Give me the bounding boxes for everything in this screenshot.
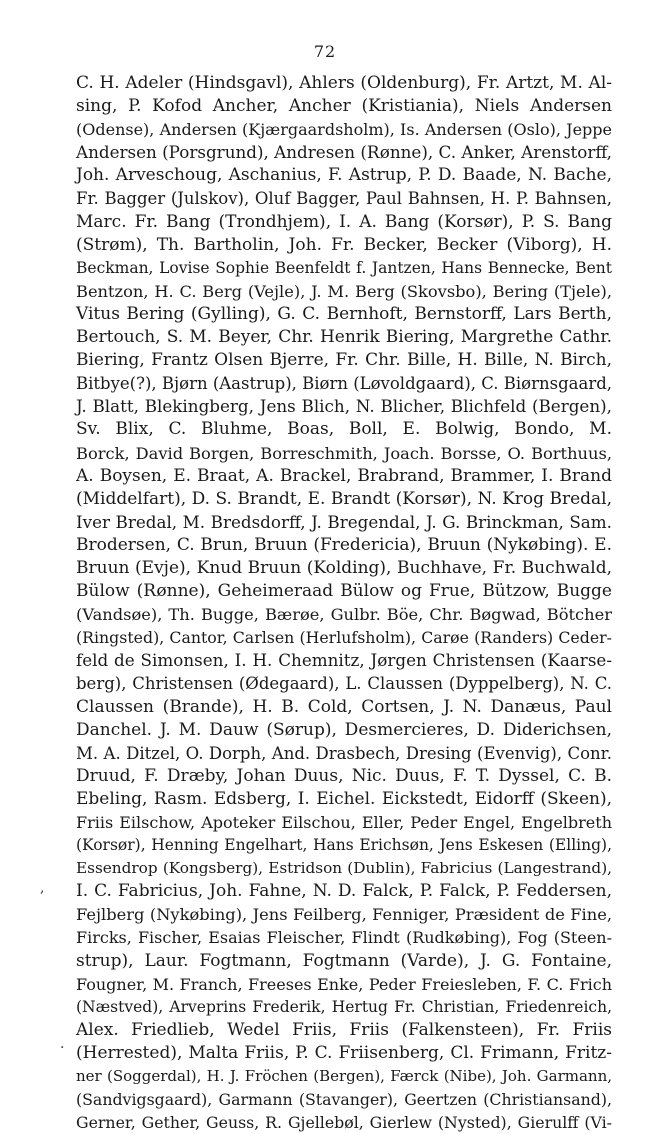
text-line: Andersen (Porsgrund), Andresen (Rønne), C. Anker, Arenstorff, [76, 142, 613, 163]
page-number: 72 [313, 42, 337, 61]
text-line: feld de Simonsen, I. H. Chemnitz, Jørgen Christensen (Kaarse- [76, 650, 612, 671]
text-line: Bülow (Rønne), Geheimeraad Bülow og Frue, Bützow, Bugge [76, 581, 612, 602]
text-line: Bruun (Evje), Knud Bruun (Kolding), Buchhave, Fr. Buchwald, [76, 557, 612, 578]
text-line: M. A. Ditzel, O. Dorph, And. Drasbech, Dresing (Evenvig), Conr. [76, 743, 612, 763]
text-line: (Vandsøe), Th. Bugge, Bærøe, Gulbr. Böe, Chr. Bøgwad, Bötcher [76, 605, 612, 625]
text-line: (Korsør), Henning Engelhart, Hans Erichsøn, Jens Eskesen (Elling), [76, 836, 612, 855]
text-line: Ebeling, Rasm. Edsberg, I. Eichel. Eickstedt, Eidorff (Skeen), [76, 788, 612, 809]
text-line: Bertouch, S. M. Beyer, Chr. Henrik Biering, Margrethe Cathr. [76, 327, 612, 348]
text-line: (Strøm), Th. Bartholin, Joh. Fr. Becker, Becker (Viborg), H. [76, 234, 612, 255]
text-line: berg), Christensen (Ødegaard), L. Claussen (Dyppelberg), N. C. [76, 674, 612, 694]
text-line: (Odense), Andersen (Kjærgaardsholm), Is. Andersen (Oslo), Jeppe [76, 120, 612, 140]
text-line: Beckman, Lovise Sophie Beenfeldt f. Jantzen, Hans Bennecke, Bent [76, 258, 612, 277]
text-line: Iver Bredal, M. Bredsdorff, J. Bregendal, J. G. Brinckman, Sam. [76, 511, 612, 532]
text-line: Sv. Blix, C. Bluhme, Boas, Boll, E. Bolwig, Bondo, M. [76, 419, 612, 440]
text-line: Essendrop (Kongsberg), Estridson (Dublin), Fabricius (Langestrand), [76, 859, 612, 878]
text-line: (Ringsted), Cantor, Carlsen (Herlufsholm), Carøe (Randers) Ceder- [76, 628, 612, 648]
text-line: Fircks, Fischer, Esaias Fleischer, Flindt (Rudkøbing), Fog (Steen- [76, 928, 612, 948]
text-line: C. H. Adeler (Hindsgavl), Ahlers (Oldenburg), Fr. Artzt, M. Al- [76, 73, 612, 93]
text-line: Borck, David Borgen, Borreschmith, Joach. Borsse, O. Borthuus, [76, 443, 612, 463]
text-line: sing, P. Kofod Ancher, Ancher (Kristiania), Niels Andersen [76, 96, 612, 117]
text-line: Joh. Arveschoug, Aschanius, F. Astrup, P. D. Baade, N. Bache, [76, 165, 612, 186]
text-line: Fr. Bagger (Julskov), Oluf Bagger, Paul Bahnsen, H. P. Bahnsen, [76, 189, 612, 209]
text-line: (Sandvigsgaard), Garmann (Stavanger), Geertzen (Christiansand), [76, 1090, 612, 1110]
text-line: Fougner, M. Franch, Freeses Enke, Peder Freiesleben, F. C. Frich [76, 974, 612, 994]
text-line: J. Blatt, Blekingberg, Jens Blich, N. Blicher, Blichfeld (Bergen), [76, 396, 612, 417]
text-line: Danchel. J. M. Dauw (Sørup), Desmercieres, D. Diderichsen, [76, 719, 612, 740]
text-line: Fejlberg (Nykøbing), Jens Feilberg, Fenniger, Præsident de Fine, [76, 905, 612, 925]
text-line: Gerner, Gether, Geuss, R. Gjellebøl, Gierlew (Nysted), Gierulff (Vi- [76, 1113, 612, 1133]
text-line: I. C. Fabricius, Joh. Fahne, N. D. Falck, P. Falck, P. Feddersen, [76, 881, 612, 902]
text-line: A. Boysen, E. Braat, A. Brackel, Brabrand, Brammer, I. Brand [76, 465, 612, 486]
text-line: Bitbye(?), Bjørn (Aastrup), Biørn (Løvoldgaard), C. Biørnsgaard, [76, 374, 613, 394]
text-line: (Herrested), Malta Friis, P. C. Friisenberg, Cl. Frimann, Fritz- [76, 1042, 612, 1063]
text-line: Biering, Frantz Olsen Bjerre, Fr. Chr. Bille, H. Bille, N. Birch, [76, 350, 612, 371]
text-line: strup), Laur. Fogtmann, Fogtmann (Varde), J. G. Fontaine, [76, 950, 612, 971]
text-line: Bentzon, H. C. Berg (Vejle), J. M. Berg (Skovsbo), Bering (Tjele), [76, 281, 612, 301]
text-line: ner (Soggerdal), H. J. Fröchen (Bergen), Færck (Nibe), Joh. Garmann, [76, 1067, 612, 1086]
text-line: Marc. Fr. Bang (Trondhjem), I. A. Bang (Korsør), P. S. Bang [76, 211, 612, 232]
text-line: Vitus Bering (Gylling), G. C. Bernhoft, Bernstorff, Lars Berth, [76, 303, 612, 324]
text-line: (Næstved), Arveprins Frederik, Hertug Fr. Christian, Friedenreich, [76, 997, 612, 1016]
body-text [76, 72, 612, 1134]
text-line: (Middelfart), D. S. Brandt, E. Brandt (Korsør), N. Krog Bredal, [76, 488, 612, 509]
text-line: Friis Eilschow, Apoteker Eilschou, Eller, Peder Engel, Engelbreth [76, 813, 612, 832]
text-line: Claussen (Brande), H. B. Cold, Cortsen, J. N. Danæus, Paul [76, 696, 612, 717]
text-line: Alex. Friedlieb, Wedel Friis, Friis (Falkensteen), Fr. Friis [76, 1019, 612, 1040]
text-line: Druud, F. Dræby, Johan Duus, Nic. Duus, F. T. Dyssel, C. B. [76, 765, 612, 786]
text-line: Brodersen, C. Brun, Bruun (Fredericia), Bruun (Nykøbing). E. [76, 534, 612, 555]
margin-mark: , [40, 880, 45, 896]
margin-mark: · [60, 1040, 65, 1056]
